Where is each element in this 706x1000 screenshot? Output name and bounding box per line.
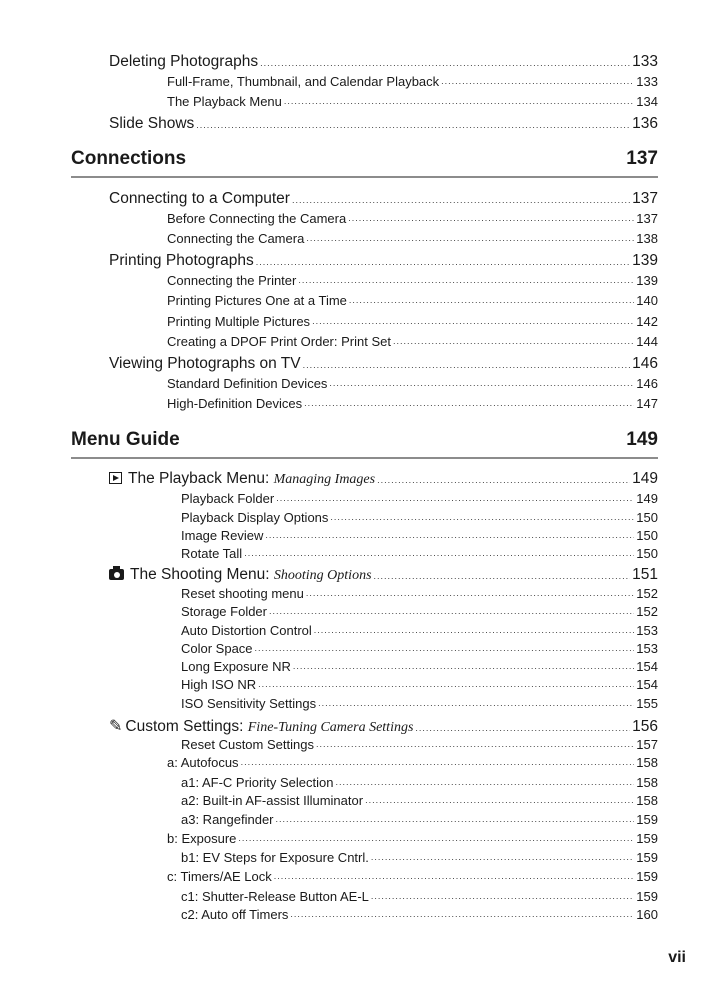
leader-dots <box>329 379 634 391</box>
leader-dots <box>241 758 635 770</box>
toc-entry-page: 150 <box>636 546 658 561</box>
toc-entry-title: a: Autofocus <box>167 755 239 770</box>
toc-subentry[interactable] <box>181 528 658 543</box>
leader-dots <box>303 361 631 373</box>
toc-entry-title: Printing Pictures One at a Time <box>167 293 347 308</box>
toc-entry-page: 147 <box>636 396 658 411</box>
leader-dots <box>314 626 635 638</box>
toc-entry-page: 149 <box>636 491 658 506</box>
leader-dots <box>316 740 634 752</box>
toc-entry-title-group <box>109 716 413 736</box>
toc-entry-page: 134 <box>636 94 658 109</box>
toc-subentry[interactable] <box>167 376 658 391</box>
leader-dots <box>298 276 634 288</box>
leader-dots <box>306 589 634 601</box>
leader-dots <box>371 853 634 865</box>
toc-subentry[interactable] <box>181 812 658 827</box>
leader-dots <box>265 531 634 543</box>
toc-entry-title: c: Timers/AE Lock <box>167 869 272 884</box>
toc-subentry[interactable] <box>167 211 658 226</box>
toc-entry-title: Creating a DPOF Print Order: Print Set <box>167 334 391 349</box>
leader-dots <box>244 549 634 561</box>
section-divider <box>71 457 658 459</box>
section-title: Connections <box>71 148 187 169</box>
toc-entry-page: 149 <box>632 470 658 487</box>
toc-subentry[interactable] <box>181 546 658 561</box>
toc-subentry[interactable] <box>167 94 658 109</box>
leader-dots <box>348 214 634 226</box>
toc-entry-title: Connecting to a Computer <box>109 190 290 207</box>
toc-entry-page: 146 <box>632 355 658 372</box>
toc-entry-page: 150 <box>636 528 658 543</box>
toc-entry-playback-menu[interactable] <box>109 470 658 488</box>
toc-entry-title: Connecting the Camera <box>167 231 305 246</box>
toc-entry-page: 154 <box>636 659 658 674</box>
leader-dots <box>276 494 634 506</box>
toc-entry-page: 139 <box>636 273 658 288</box>
leader-dots <box>441 77 634 89</box>
toc-entry-page: 152 <box>636 586 658 601</box>
toc-entry-page: 157 <box>636 737 658 752</box>
leader-dots <box>374 572 631 584</box>
leader-dots <box>255 644 635 656</box>
toc-entry-shooting-menu[interactable] <box>109 566 658 584</box>
toc-subentry[interactable] <box>181 586 658 601</box>
toc-entry-page: 155 <box>636 696 658 711</box>
toc-entry-title: a1: AF-C Priority Selection <box>181 775 334 790</box>
leader-dots <box>365 796 634 808</box>
toc-entry-title: The Shooting Menu: <box>130 566 270 583</box>
toc-subentry[interactable] <box>181 850 658 865</box>
toc-subentry[interactable] <box>167 293 658 308</box>
leader-dots <box>415 724 630 736</box>
leader-dots <box>377 476 630 488</box>
toc-subentry[interactable] <box>181 623 658 638</box>
leader-dots <box>393 337 634 349</box>
toc-subentry[interactable] <box>181 737 658 752</box>
playback-icon <box>109 472 122 484</box>
page-number: vii <box>668 949 686 966</box>
leader-dots <box>256 258 630 270</box>
toc-entry[interactable] <box>109 190 658 208</box>
toc-entry-page: 144 <box>636 334 658 349</box>
section-title: Menu Guide <box>71 429 180 450</box>
toc-entry-page: 159 <box>636 889 658 904</box>
toc-entry-page: 153 <box>636 641 658 656</box>
leader-dots <box>292 196 630 208</box>
toc-entry-title: Viewing Photographs on TV <box>109 355 301 372</box>
toc-entry-page: 146 <box>636 376 658 391</box>
toc-subentry[interactable] <box>167 231 658 246</box>
toc-entry-page: 154 <box>636 677 658 692</box>
toc-entry-title: Standard Definition Devices <box>167 376 328 391</box>
leader-dots <box>318 699 634 711</box>
section-page: 137 <box>626 148 658 169</box>
leader-dots <box>293 662 634 674</box>
toc-entry-page: 159 <box>636 850 658 865</box>
toc-entry-title: Color Space <box>181 641 253 656</box>
toc-entry-page: 151 <box>632 566 658 583</box>
toc-entry-title: a2: Built-in AF-assist Illuminator <box>181 793 364 808</box>
toc-entry-custom-settings[interactable] <box>109 716 658 736</box>
toc-entry-subtitle: Shooting Options <box>273 568 372 583</box>
leader-dots <box>312 317 634 329</box>
leader-dots <box>196 121 630 133</box>
toc-entry-page: 158 <box>636 793 658 808</box>
toc-entry-page: 160 <box>636 907 658 922</box>
toc-entry-title: Playback Display Options <box>181 510 329 525</box>
toc-entry-page: 137 <box>632 190 658 207</box>
section-divider <box>71 176 658 178</box>
toc-entry-title: The Playback Menu: <box>128 470 270 487</box>
leader-dots <box>306 234 634 246</box>
toc-entry-title: Slide Shows <box>109 115 195 132</box>
toc-entry-title: Full-Frame, Thumbnail, and Calendar Playback <box>167 74 440 89</box>
toc-entry-title: b1: EV Steps for Exposure Cntrl. <box>181 850 369 865</box>
toc-entry-title: Reset shooting menu <box>181 586 304 601</box>
toc-entry-title: Connecting the Printer <box>167 273 297 288</box>
pencil-icon: ✎ <box>109 718 123 735</box>
toc-subentry[interactable] <box>167 314 658 329</box>
toc-entry-title: The Playback Menu <box>167 94 282 109</box>
toc-entry-page: 139 <box>632 252 658 269</box>
toc-entry-page: 133 <box>636 74 658 89</box>
leader-dots <box>238 834 634 846</box>
toc-subentry[interactable] <box>181 510 658 525</box>
toc-subentry[interactable] <box>181 659 658 674</box>
toc-entry-title: Before Connecting the Camera <box>167 211 347 226</box>
leader-dots <box>274 872 635 884</box>
toc-entry-title: Printing Multiple Pictures <box>167 314 311 329</box>
leader-dots <box>269 607 634 619</box>
toc-entry-page: 142 <box>636 314 658 329</box>
section-heading-menu-guide[interactable] <box>71 429 658 451</box>
toc-entry-title: c1: Shutter-Release Button AE-L <box>181 889 369 904</box>
toc-entry[interactable] <box>109 252 658 270</box>
leader-dots <box>304 399 634 411</box>
toc-entry-title: High ISO NR <box>181 677 257 692</box>
leader-dots <box>290 910 634 922</box>
leader-dots <box>258 680 634 692</box>
toc-entry-title: a3: Rangefinder <box>181 812 274 827</box>
section-page: 149 <box>626 429 658 450</box>
toc-entry-title: Image Review <box>181 528 264 543</box>
toc-entry-subtitle: Fine-Tuning Camera Settings <box>247 720 414 735</box>
toc-subentry[interactable] <box>167 334 658 349</box>
camera-icon <box>109 569 124 580</box>
leader-dots <box>349 296 634 308</box>
leader-dots <box>371 892 634 904</box>
toc-entry-page: 153 <box>636 623 658 638</box>
toc-entry-title: Rotate Tall <box>181 546 243 561</box>
toc-subentry[interactable] <box>181 889 658 904</box>
toc-entry-page: 133 <box>632 53 658 70</box>
toc-entry-page: 137 <box>636 211 658 226</box>
toc-entry-title-group <box>109 566 372 584</box>
toc-entry-page: 159 <box>636 869 658 884</box>
toc-entry-page: 156 <box>632 718 658 735</box>
toc-subentry[interactable] <box>181 641 658 656</box>
toc-entry-page: 158 <box>636 755 658 770</box>
toc-entry-page: 159 <box>636 812 658 827</box>
toc-subentry[interactable] <box>167 755 658 770</box>
toc-subentry[interactable] <box>181 604 658 619</box>
leader-dots <box>335 778 634 790</box>
toc-entry-title: c2: Auto off Timers <box>181 907 289 922</box>
toc-entry-subtitle: Managing Images <box>273 472 376 487</box>
toc-entry[interactable] <box>109 355 658 373</box>
toc-entry-page: 158 <box>636 775 658 790</box>
toc-entry-title: b: Exposure <box>167 831 237 846</box>
toc-entry[interactable] <box>109 115 658 133</box>
toc-entry-title: Storage Folder <box>181 604 267 619</box>
toc-subentry[interactable] <box>167 869 658 884</box>
toc-entry-page: 159 <box>636 831 658 846</box>
toc-subentry[interactable] <box>181 696 658 711</box>
toc-entry-page: 140 <box>636 293 658 308</box>
toc-entry-page: 152 <box>636 604 658 619</box>
toc-entry-page: 136 <box>632 115 658 132</box>
toc-entry-title: Printing Photographs <box>109 252 254 269</box>
toc-entry-title: High-Definition Devices <box>167 396 303 411</box>
toc-subentry[interactable] <box>181 907 658 922</box>
toc-entry[interactable] <box>109 53 658 71</box>
toc-entry-title: Long Exposure NR <box>181 659 291 674</box>
toc-subentry[interactable] <box>167 396 658 411</box>
toc-entry-title-group <box>109 470 375 488</box>
toc-entry-title: ISO Sensitivity Settings <box>181 696 317 711</box>
toc-subentry[interactable] <box>167 74 658 89</box>
toc-subentry[interactable] <box>167 831 658 846</box>
leader-dots <box>284 97 634 109</box>
toc-subentry[interactable] <box>181 775 658 790</box>
toc-entry-title: Deleting Photographs <box>109 53 259 70</box>
toc-subentry[interactable] <box>181 491 658 506</box>
toc-entry-title: Auto Distortion Control <box>181 623 312 638</box>
leader-dots <box>260 59 630 71</box>
leader-dots <box>330 513 634 525</box>
toc-subentry[interactable] <box>181 793 658 808</box>
toc-entry-title: Playback Folder <box>181 491 275 506</box>
toc-entry-page: 150 <box>636 510 658 525</box>
toc-entry-page: 138 <box>636 231 658 246</box>
leader-dots <box>276 815 635 827</box>
toc-entry-title: Custom Settings: <box>125 718 244 735</box>
toc-subentry[interactable] <box>167 273 658 288</box>
section-heading-connections[interactable] <box>71 148 658 170</box>
toc-entry-title: Reset Custom Settings <box>181 737 314 752</box>
toc-subentry[interactable] <box>181 677 658 692</box>
